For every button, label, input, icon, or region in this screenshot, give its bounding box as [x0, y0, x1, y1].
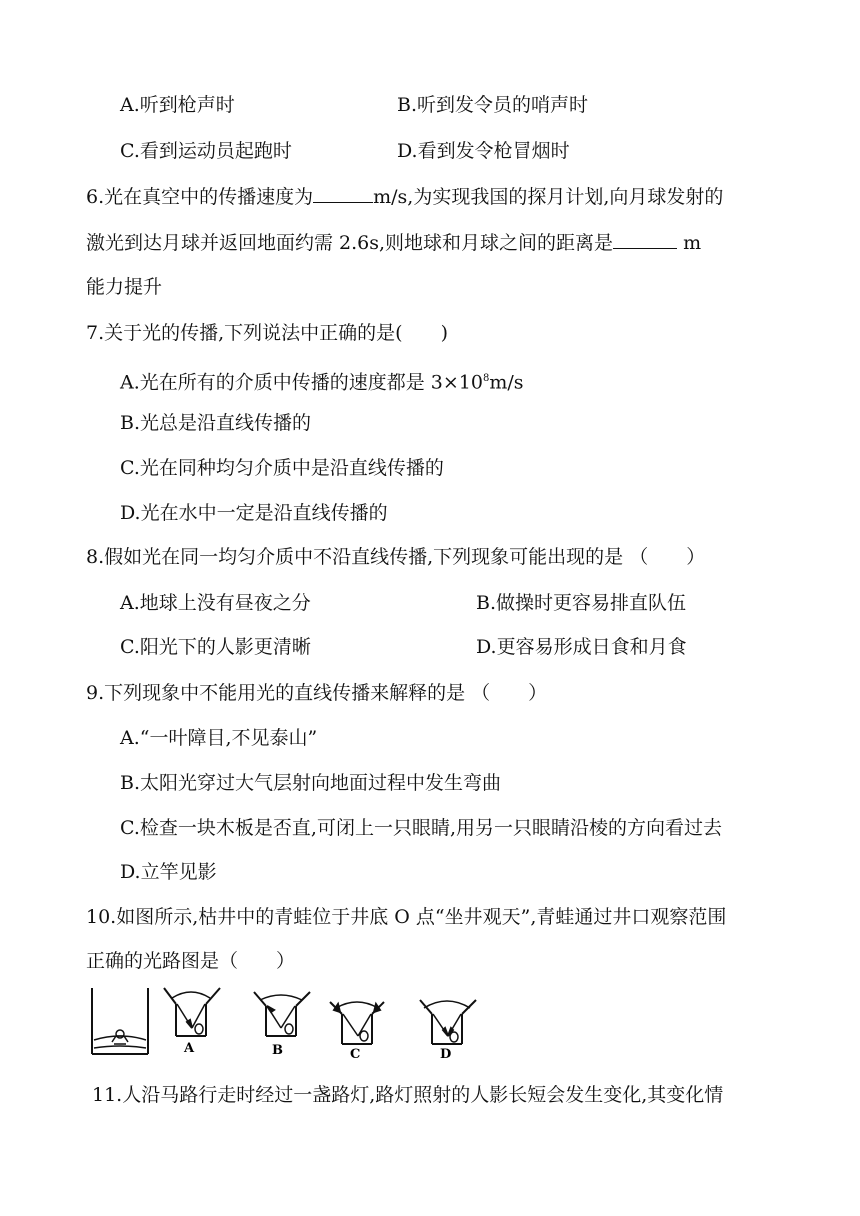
q6-text-4: m: [677, 232, 702, 254]
figure-label-b: B: [272, 1043, 283, 1058]
q5-option-a: A.听到枪声时: [120, 94, 235, 116]
well-scene: [92, 988, 148, 1054]
q9-option-a: A.“一叶障目,不见泰山”: [120, 727, 318, 749]
q8-option-d: D.更容易形成日食和月食: [476, 636, 687, 658]
q6-text-1: 6.光在真空中的传播速度为: [86, 186, 314, 208]
q6-text-3: 激光到达月球并返回地面约需 2.6s,则地球和月球之间的距离是: [86, 232, 614, 254]
figure-label-c: C: [350, 1047, 361, 1060]
figure-option-c[interactable]: [330, 1002, 384, 1044]
q9-stem: 9.下列现象中不能用光的直线传播来解释的是 （ ）: [86, 682, 548, 704]
q9-option-b: B.太阳光穿过大气层射向地面过程中发生弯曲: [120, 772, 502, 794]
q8-option-b: B.做操时更容易排直队伍: [476, 592, 687, 614]
q7-option-a-text: A.光在所有的介质中传播的速度都是 3×10: [120, 371, 483, 394]
figure-option-a[interactable]: [164, 988, 220, 1036]
well-frog-figure: [86, 984, 506, 1060]
q7-option-d: D.光在水中一定是沿直线传播的: [120, 502, 388, 524]
figure-label-d: D: [440, 1047, 452, 1060]
q10-line-2: 正确的光路图是（ ）: [86, 950, 296, 972]
q6-line-1: [86, 184, 723, 210]
q7-option-a: [120, 366, 524, 395]
q5-option-b: B.听到发令员的哨声时: [397, 94, 589, 116]
q7-option-b: B.光总是沿直线传播的: [120, 412, 312, 434]
q5-option-c: C.看到运动员起跑时: [120, 140, 292, 162]
q6-blank-speed[interactable]: [313, 184, 373, 203]
q10-line-1: 10.如图所示,枯井中的青蛙位于井底 O 点“坐井观天”,青蛙通过井口观察范围: [86, 906, 727, 928]
q11-line-1: 11.人沿马路行走时经过一盏路灯,路灯照射的人影长短会发生变化,其变化情: [92, 1084, 724, 1106]
q5-option-d: D.看到发令枪冒烟时: [397, 140, 570, 162]
section-heading: 能力提升: [86, 276, 163, 298]
q7-option-a-unit: m/s: [489, 371, 524, 394]
figure-option-d[interactable]: [420, 1000, 476, 1044]
q6-text-2: m/s,为实现我国的探月计划,向月球发射的: [373, 186, 724, 208]
q6-line-2: [86, 230, 701, 256]
q7-option-c: C.光在同种均匀介质中是沿直线传播的: [120, 457, 444, 479]
q8-stem: 8.假如光在同一均匀介质中不沿直线传播,下列现象可能出现的是 （ ）: [86, 546, 706, 568]
q9-option-c: C.检查一块木板是否直,可闭上一只眼睛,用另一只眼睛沿棱的方向看过去: [120, 817, 722, 839]
q8-option-c: C.阳光下的人影更清晰: [120, 636, 311, 658]
q7-stem: 7.关于光的传播,下列说法中正确的是( ): [86, 322, 448, 344]
q9-option-d: D.立竿见影: [120, 861, 217, 883]
q8-option-a: A.地球上没有昼夜之分: [120, 592, 311, 614]
figure-label-a: A: [184, 1041, 195, 1056]
q7-exponent: 8: [483, 373, 490, 384]
figure-option-b[interactable]: [254, 992, 310, 1036]
q6-blank-distance[interactable]: [613, 230, 677, 249]
